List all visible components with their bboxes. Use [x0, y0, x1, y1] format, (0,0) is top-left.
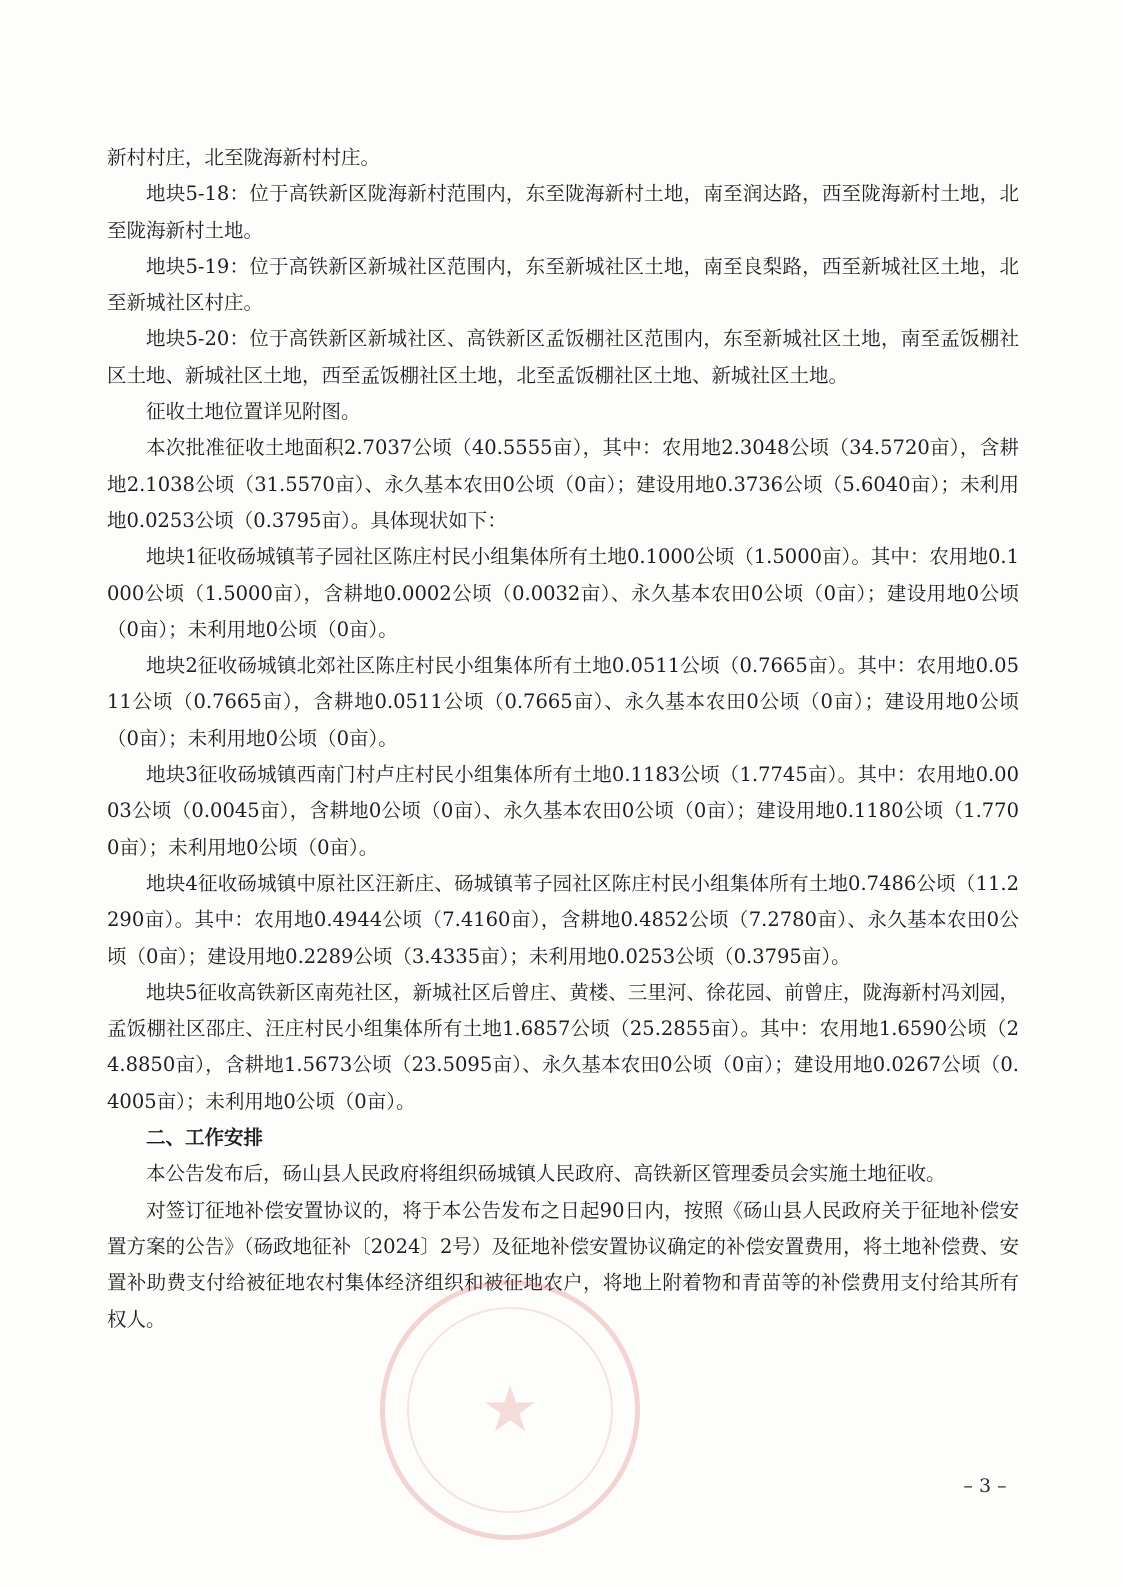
body-paragraph: 地块2征收砀城镇北郊社区陈庄村民小组集体所有土地0.0511公顷（0.7665亩）。其中：农用地0.0511公顷（0.7665亩），含耕地0.0511公顷（0.7665亩）、永久基本农田0公顷（0亩）；建设用地0公顷（0亩）；未利用地0公顷（0亩）。: [107, 654, 1019, 750]
body-paragraph: 本公告发布后，砀山县人民政府将组织砀城镇人民政府、高铁新区管理委员会实施土地征收。: [146, 1162, 946, 1186]
body-paragraph: 地块5-18：位于高铁新区陇海新村范围内，东至陇海新村土地，南至润达路，西至陇海新村土地，北至陇海新村土地。: [107, 182, 1019, 242]
body-paragraph: 本次批准征收土地面积2.7037公顷（40.5555亩），其中：农用地2.3048公顷（34.5720亩），含耕地2.1038公顷（31.5570亩）、永久基本农田0公顷（0亩）；建设用地0.3736公顷（5.6040亩）；未利用地0.0253公顷（0.3795亩）。具体现状如下：: [107, 436, 1019, 532]
seal-inner-ring: [407, 1307, 613, 1513]
body-paragraph: 新村村庄，北至陇海新村村庄。: [107, 146, 381, 169]
body-paragraph: 地块4征收砀城镇中原社区汪新庄、砀城镇苇子园社区陈庄村民小组集体所有土地0.7486公顷（11.2290亩）。其中：农用地0.4944公顷（7.4160亩），含耕地0.4852公顷（7.2780亩）、永久基本农田0公顷（0亩）；建设用地0.2289公顷（3.4335亩）；未利用地0.0253公顷（0.3795亩）。: [107, 871, 1019, 968]
section-heading: 二、工作安排: [146, 1126, 264, 1150]
body-paragraph: 地块5征收高铁新区南苑社区，新城社区后曾庄、黄楼、三里河、徐花园、前曾庄，陇海新村冯刘园，孟饭棚社区邵庄、汪庄村民小组集体所有土地1.6857公顷（25.2855亩）。其中：农用地1.6590公顷（24.8850亩），含耕地1.5673公顷（23.5095亩）、永久基本农田0公顷（0亩）；建设用地0.0267公顷（0.4005亩）；未利用地0公顷（0亩）。: [107, 980, 1019, 1113]
body-paragraph: 地块5-20：位于高铁新区新城社区、高铁新区孟饭棚社区范围内，东至新城社区土地，南至孟饭棚社区土地、新城社区土地，西至孟饭棚社区土地，北至孟饭棚社区土地、新城社区土地。: [107, 327, 1019, 387]
body-paragraph: 对签订征地补偿安置协议的，将于本公告发布之日起90日内，按照《砀山县人民政府关于征地补偿安置方案的公告》（砀政地征补〔2024〕2号）及征地补偿安置协议确定的补偿安置费用，将土地补偿费、安置补助费支付给被征地农村集体经济组织和被征地农户，将地上附着物和青苗等的补偿费用支付给其所有权人。: [107, 1198, 1019, 1331]
body-paragraph: 地块5-19：位于高铁新区新城社区范围内，东至新城社区土地，南至良梨路，西至新城社区土地，北至新城社区村庄。: [107, 254, 1019, 315]
seal-star-icon: ★: [481, 1373, 539, 1447]
body-paragraph: 征收土地位置详见附图。: [146, 400, 361, 424]
body-paragraph: 地块3征收砀城镇西南门村卢庄村民小组集体所有土地0.1183公顷（1.7745亩）。其中：农用地0.0003公顷（0.0045亩），含耕地0公顷（0亩）、永久基本农田0公顷（0亩）；建设用地0.1180公顷（1.7700亩）；未利用地0公顷（0亩）。: [107, 763, 1019, 859]
body-paragraph: 地块1征收砀城镇苇子园社区陈庄村民小组集体所有土地0.1000公顷（1.5000亩）。其中：农用地0.1000公顷（1.5000亩），含耕地0.0002公顷（0.0032亩）、永久基本农田0公顷（0亩）；建设用地0公顷（0亩）；未利用地0公顷（0亩）。: [107, 545, 1019, 641]
page-number: – 3 –: [963, 1475, 1007, 1497]
document-body: [107, 140, 1019, 1338]
